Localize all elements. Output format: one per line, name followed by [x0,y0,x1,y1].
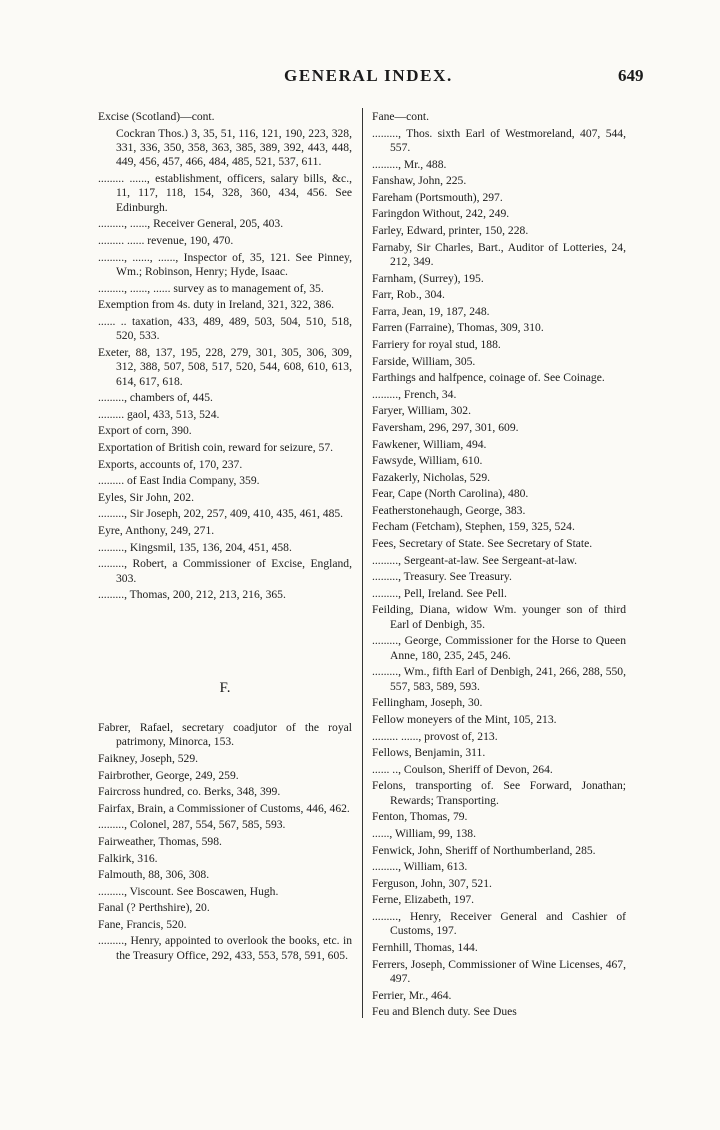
index-entry: Farren (Farraine), Thomas, 309, 310. [372,321,544,335]
index-entry: Ferrier, Mr., 464. [372,988,452,1002]
index-entry: ........., Thos. sixth Earl of Westmoreland, 407, 544, 557. [372,126,626,154]
index-entry: Farside, William, 305. [372,354,476,368]
index-entry: Fareham (Portsmouth), 297. [372,190,503,204]
index-entry: ........., ......, Receiver General, 205, 403. [98,217,284,231]
index-entry: ........., Sir Joseph, 202, 257, 409, 410, 435, 461, 485. [98,507,344,521]
index-entry: Faversham, 296, 297, 301, 609. [372,420,519,434]
index-entry: ........., Henry, Receiver General and Cashier of Customs, 197. [372,909,626,938]
page-number: 649 [618,66,644,85]
index-entry: ........., chambers of, 445. [98,391,213,405]
running-title: GENERAL INDEX. [284,66,453,85]
index-entry: Fawkener, William, 494. [372,437,487,451]
index-entry: ........., Colonel, 287, 554, 567, 585, 593. [98,818,286,832]
page-header [0,66,720,96]
index-entry: Exports, accounts of, 170, 237. [98,457,243,471]
index-entry: Feu and Blench duty. See Dues [372,1005,517,1019]
index-entry: ........., Viscount. See Boscawen, Hugh. [98,884,279,898]
index-entry: ......... of East India Company, 359. [98,474,260,488]
right-column [372,110,626,1022]
index-entry: Faircross hundred, co. Berks, 348, 399. [98,785,281,799]
index-entry: Eyles, Sir John, 202. [98,490,194,504]
index-entry: Farriery for royal stud, 188. [372,337,501,351]
index-entry: ........., ......, ...... survey as to management of, 35. [98,281,324,295]
index-entry: ........., Kingsmil, 135, 136, 204, 451, 458. [98,540,292,554]
index-entry: ........., French, 34. [372,387,457,401]
index-entry: Faryer, William, 302. [372,404,471,418]
index-entry: Farley, Edward, printer, 150, 228. [372,223,529,237]
index-entry: Fear, Cape (North Carolina), 480. [372,487,529,501]
index-entry: ......... ......, provost of, 213. [372,729,498,743]
index-entries-f [98,721,352,963]
index-entry: Featherstonehaugh, George, 383. [372,503,526,517]
index-entry: Fawsyde, William, 610. [372,454,483,468]
index-entry: Felons, transporting of. See Forward, Jonathan; Rewards; Transporting. [372,779,626,807]
index-entry: Cockran Thos.) 3, 35, 51, 116, 121, 190, 223, 328, 331, 336, 350, 358, 363, 385, 389, 392, 443, 448, 449, 456, 457, 466, 484, 485, 521, 537, 611. [116,126,352,169]
index-entry: Faikney, Joseph, 529. [98,751,199,765]
index-entry: Fernhill, Thomas, 144. [372,940,478,954]
index-entry: Falmouth, 88, 306, 308. [98,868,210,882]
index-entry: Fanshaw, John, 225. [372,174,467,188]
index-entry: ........., William, 613. [372,860,468,874]
index-entry: Farra, Jean, 19, 187, 248. [372,304,490,318]
index-entry: ........., Wm., fifth Earl of Denbigh, 241, 266, 288, 550, 557, 583, 589, 593. [372,665,626,693]
column-divider [362,108,363,1018]
index-entry: ......... ......, establishment, officers, salary bills, &c., 11, 117, 118, 154, 328, 360, 434, 456. See Edinburgh. [98,172,352,214]
index-entry: Fellingham, Joseph, 30. [372,696,483,710]
section-letter: F. [219,679,231,696]
index-entry: ........., Henry, appointed to overlook the books, etc. in the Treasury Office, 292, 433, 553, 578, 591, 605. [98,934,352,962]
index-entry: Eyre, Anthony, 249, 271. [98,523,215,537]
index-entry: Fane, Francis, 520. [98,917,187,931]
index-entry: ........., Robert, a Commissioner of Excise, England, 303. [98,557,352,585]
index-entry: Fairfax, Brain, a Commissioner of Customs, 446, 462. [98,801,350,815]
index-entry: Farnaby, Sir Charles, Bart., Auditor of Lotteries, 24, 212, 349. [372,240,626,268]
left-column [98,110,352,965]
index-entry: Falkirk, 316. [98,851,158,865]
index-entries-right [372,110,626,1020]
index-entry: Fellows, Benjamin, 311. [372,746,486,760]
index-entry: Fabrer, Rafael, secretary coadjutor of the royal patrimony, Minorca, 153. [98,720,352,749]
index-entry: Ferguson, John, 307, 521. [372,876,492,890]
index-entry: Export of corn, 390. [98,424,192,438]
index-entry: ........., Thomas, 200, 212, 213, 216, 365. [98,588,286,602]
index-entry: ........., George, Commissioner for the Horse to Queen Anne, 180, 235, 245, 246. [372,634,626,662]
index-entry: ........., Treasury. See Treasury. [372,570,512,584]
index-entry: Fenton, Thomas, 79. [372,810,468,824]
index-entry: Farthings and halfpence, coinage of. See Coinage. [372,371,605,385]
index-entry: ........., ......, ......, Inspector of, 35, 121. See Pinney, Wm.; Robinson, Henry; Hyde, Isaac. [98,250,352,278]
index-entry: ......... gaol, 433, 513, 524. [98,407,220,421]
index-entry: Fecham (Fetcham), Stephen, 159, 325, 524. [372,520,575,534]
index-entry: Exportation of British coin, reward for seizure, 57. [98,440,334,454]
index-entry: Fees, Secretary of State. See Secretary of State. [372,537,593,551]
index-entry: ......... ...... revenue, 190, 470. [98,234,234,247]
index-entry: Fazakerly, Nicholas, 529. [372,470,491,484]
index-entry: Feilding, Diana, widow Wm. younger son of third Earl of Denbigh, 35. [372,603,626,631]
index-entry: Farnham, (Surrey), 195. [372,271,484,285]
index-entry: Ferrers, Joseph, Commissioner of Wine Licenses, 467, 497. [372,957,626,985]
index-entry: ...... .. taxation, 433, 489, 489, 503, 504, 510, 518, 520, 533. [98,314,352,343]
index-entry: Fairbrother, George, 249, 259. [98,768,239,782]
index-entry: Faringdon Without, 242, 249. [372,207,510,221]
index-entry: Fenwick, John, Sheriff of Northumberland, 285. [372,843,596,857]
index-entry: Exeter, 88, 137, 195, 228, 279, 301, 305, 306, 309, 312, 388, 507, 508, 517, 520, 544, 608, 610, 613, 614, 617, 618. [98,345,352,388]
index-entry: Fane—cont. [372,110,429,123]
index-entry: ........., Sergeant-at-law. See Sergeant-at-law. [372,553,578,567]
index-entry: Fellow moneyers of the Mint, 105, 213. [372,713,557,727]
index-entry: ...... .., Coulson, Sheriff of Devon, 264. [372,762,553,776]
index-entry: Excise (Scotland)—cont. [98,110,215,123]
index-entry: Fairweather, Thomas, 598. [98,834,222,848]
index-entry: Farr, Rob., 304. [372,288,445,302]
index-entry: ........., Pell, Ireland. See Pell. [372,586,507,600]
index-entry: ......, William, 99, 138. [372,827,476,840]
index-entry: Ferne, Elizabeth, 197. [372,893,475,907]
index-entries-e [98,110,352,603]
index-entry: Fanal (? Perthshire), 20. [98,901,210,915]
index-entry: ........., Mr., 488. [372,157,447,171]
index-entry: Exemption from 4s. duty in Ireland, 321, 322, 386. [98,298,335,312]
